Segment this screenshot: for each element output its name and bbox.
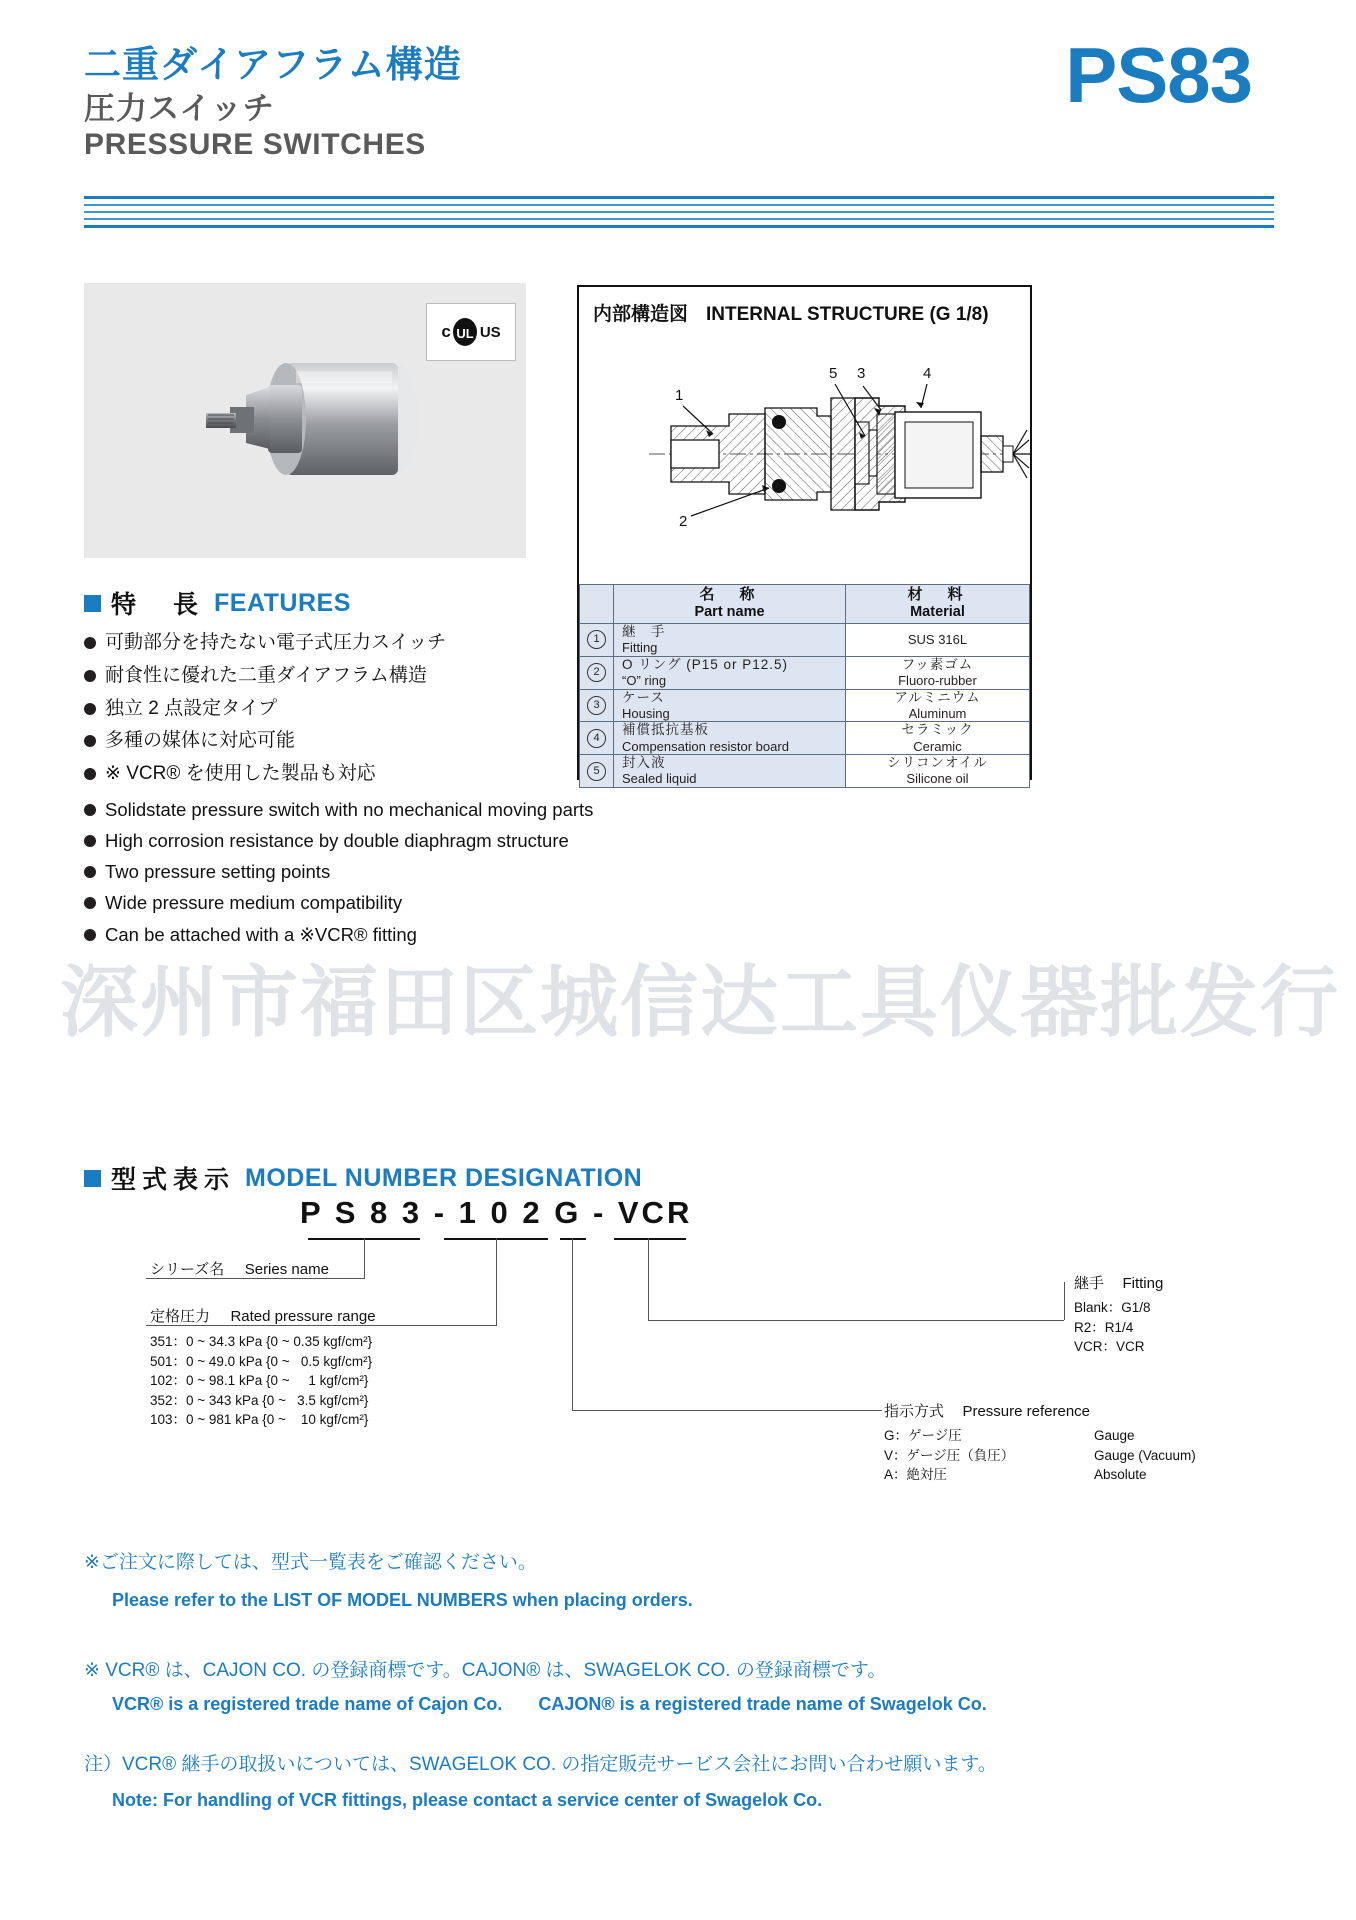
- ul-listing-mark: [426, 303, 516, 361]
- list-item: [84, 829, 644, 852]
- rated-row: 351：0 ~ 34.3 kPa {0 ~ 0.35 kgf/cm²}: [150, 1334, 373, 1349]
- parts-table: [579, 584, 1030, 788]
- order-note-jp: ※ご注文に際しては、型式一覧表をご確認ください。: [84, 1552, 537, 1573]
- fitting-list: [1074, 1298, 1151, 1357]
- list-item: [84, 697, 554, 721]
- ul-logo-icon: [452, 317, 478, 347]
- header-material-jp: 材 料: [907, 586, 968, 604]
- rated-jp: 定格圧力: [150, 1308, 211, 1325]
- feature-text: ※ VCR® を使用した製品も対応: [105, 763, 376, 784]
- row-part: 継 手 Fitting: [614, 624, 846, 657]
- internal-structure-jp-title: 内部構造図: [593, 304, 689, 325]
- feature-text: High corrosion resistance by double diaphragm structure: [105, 830, 569, 852]
- bullet-dot-icon: [84, 866, 96, 878]
- code-underline-reference: [560, 1238, 586, 1240]
- cross-section-drawing: [579, 326, 1030, 584]
- row-part: 補償抵抗基板 Compensation resistor board: [614, 722, 846, 755]
- features-en-label: FEATURES: [214, 588, 351, 617]
- leader-fitting-v: [648, 1238, 649, 1320]
- table-row: [580, 689, 1030, 722]
- features-jp-list: [84, 631, 554, 786]
- row-material: SUS 316L: [846, 624, 1030, 657]
- order-note-en: Please refer to the LIST OF MODEL NUMBERS when placing orders.: [112, 1590, 693, 1610]
- feature-text: Solidstate pressure switch with no mechanical moving parts: [105, 799, 594, 820]
- reference-row: G：ゲージ圧 Gauge: [884, 1428, 1135, 1443]
- svg-text:UL: UL: [456, 326, 474, 341]
- list-item: [84, 923, 644, 946]
- o-ring-upper: [772, 415, 786, 429]
- row-material: フッ素ゴム Fluoro-rubber: [846, 656, 1030, 689]
- row-material: シリコンオイル Silicone oil: [846, 755, 1030, 788]
- row-index: 5: [580, 755, 614, 788]
- feature-text: Two pressure setting points: [105, 861, 331, 883]
- table-row: [580, 755, 1030, 788]
- rule-line: [84, 218, 1274, 220]
- fitting-label: [1074, 1272, 1163, 1293]
- header-en-subtitle: PRESSURE SWITCHES: [84, 128, 426, 162]
- bullet-dot-icon: [84, 768, 96, 780]
- model-code: P S 8 3 - 1 0 2 G - VCR: [300, 1195, 693, 1230]
- feature-text: Can be attached with a ※VCR® fitting: [105, 923, 417, 945]
- blue-square-icon: [84, 1170, 101, 1187]
- reference-row: A：絶対圧 Absolute: [884, 1467, 1147, 1483]
- list-item: [84, 664, 554, 688]
- internal-structure-en-title: INTERNAL STRUCTURE (G 1/8): [706, 304, 989, 325]
- leader-reference-h: [572, 1410, 882, 1411]
- trademark-note-jp: ※ VCR® は、CAJON CO. の登録商標です。CAJON® は、SWAGELOK CO. の登録商標です。: [84, 1660, 887, 1681]
- callout-2: 2: [679, 513, 688, 530]
- callout-5: 5: [829, 365, 838, 382]
- leader-series-v: [364, 1238, 365, 1278]
- ul-us-label: US: [479, 323, 501, 341]
- handling-note-en: Note: For handling of VCR fittings, please contact a service center of Swagelok Co.: [112, 1790, 823, 1810]
- model-designation-jp-label: 型式表示: [111, 1166, 236, 1194]
- model-designation-heading: [84, 1160, 1264, 1196]
- row-material: アルミニウム Aluminum: [846, 689, 1030, 722]
- row-material: セラミック Ceramic: [846, 722, 1030, 755]
- rule-line: [84, 211, 1274, 213]
- list-item: [84, 860, 644, 883]
- table-row: [580, 624, 1030, 657]
- bullet-dot-icon: [84, 670, 96, 682]
- feature-text: 独立 2 点設定タイプ: [105, 697, 278, 719]
- callout-1: 1: [675, 387, 684, 404]
- reference-row: V：ゲージ圧（負圧） Gauge (Vacuum): [884, 1447, 1196, 1463]
- rated-row: 102：0 ~ 98.1 kPa {0 ~ 1 kgf/cm²}: [150, 1373, 369, 1389]
- rated-en: Rated pressure range: [230, 1308, 376, 1325]
- pressure-switch-image: [146, 337, 476, 517]
- row-part: 封入液 Sealed liquid: [614, 755, 846, 788]
- bullet-dot-icon: [84, 804, 96, 816]
- list-item: [84, 729, 554, 753]
- model-designation-section: [84, 1160, 1264, 1196]
- rule-line: [84, 225, 1274, 228]
- features-jp-label: 特 長: [111, 591, 205, 619]
- list-item: [84, 798, 644, 821]
- fitting-row: VCR：VCR: [1074, 1339, 1145, 1355]
- table-header-row: [580, 585, 1030, 624]
- bullet-dot-icon: [84, 703, 96, 715]
- o-ring-lower: [772, 479, 786, 493]
- model-name: PS83: [1065, 31, 1252, 119]
- reference-label: [884, 1400, 1090, 1421]
- rated-pressure-label: [150, 1305, 376, 1326]
- watermark-text: 深州市福田区城信达工具仪器批发行: [60, 958, 1341, 1046]
- fitting-row: R2：R1/4: [1074, 1319, 1134, 1335]
- bullet-dot-icon: [84, 835, 96, 847]
- handling-note-jp: 注）VCR® 継手の取扱いについては、SWAGELOK CO. の指定販売サービス会社にお問い合わせ願います。: [84, 1754, 997, 1775]
- row-index: 4: [580, 722, 614, 755]
- leader-fitting-h: [648, 1320, 1064, 1321]
- row-index: 2: [580, 656, 614, 689]
- table-row: [580, 656, 1030, 689]
- row-index: 3: [580, 689, 614, 722]
- callout-4: 4: [923, 365, 932, 382]
- internal-structure-box: [577, 285, 1032, 787]
- reference-jp: 指示方式: [884, 1403, 945, 1420]
- header-part-jp: 名 称: [699, 586, 760, 604]
- internal-structure-heading: [579, 287, 1030, 326]
- rule-line: [84, 204, 1274, 206]
- rated-row: 501：0 ~ 49.0 kPa {0 ~ 0.5 kgf/cm²}: [150, 1353, 373, 1369]
- reference-en: Pressure reference: [962, 1403, 1091, 1420]
- model-designation-en-label: MODEL NUMBER DESIGNATION: [245, 1163, 643, 1192]
- feature-text: 耐食性に優れた二重ダイアフラム構造: [105, 664, 427, 686]
- header-jp-subtitle: 圧力スイッチ: [84, 91, 275, 127]
- bullet-dot-icon: [84, 735, 96, 747]
- code-underline-fitting: [614, 1238, 686, 1240]
- product-photo: [84, 283, 526, 558]
- features-section: [84, 585, 554, 786]
- ul-c-label: c: [441, 322, 451, 341]
- reference-list: [884, 1426, 1196, 1485]
- bullet-dot-icon: [84, 637, 96, 649]
- fitting-jp: 継手: [1074, 1275, 1105, 1292]
- series-name-label: [150, 1258, 329, 1279]
- table-row: [580, 722, 1030, 755]
- rated-pressure-list: [150, 1332, 372, 1430]
- blue-square-icon: [84, 595, 101, 612]
- rule-line: [84, 196, 1274, 199]
- header-material-en: Material: [910, 604, 965, 621]
- header-cell-material: [846, 585, 1030, 624]
- row-part: ケース Housing: [614, 689, 846, 722]
- header-part-en: Part name: [694, 604, 765, 621]
- fitting-row: Blank：G1/8: [1074, 1300, 1151, 1315]
- bullet-dot-icon: [84, 929, 96, 941]
- series-en: Series name: [244, 1261, 329, 1278]
- features-en-list: [84, 790, 644, 946]
- header-cell-index: [580, 585, 614, 624]
- leader-rated-v: [496, 1238, 497, 1325]
- callout-3: 3: [857, 365, 866, 382]
- feature-text: 可動部分を持たない電子式圧力スイッチ: [105, 632, 447, 653]
- header-cell-part: [614, 585, 846, 624]
- feature-text: 多種の媒体に対応可能: [105, 730, 296, 752]
- rated-row: 103：0 ~ 981 kPa {0 ~ 10 kgf/cm²}: [150, 1412, 369, 1428]
- list-item: [84, 891, 644, 914]
- list-item: [84, 762, 554, 786]
- bullet-dot-icon: [84, 897, 96, 909]
- fitting-en: Fitting: [1122, 1275, 1164, 1292]
- header-rule-group: [84, 196, 1274, 233]
- internal-cutaway-diagram: [579, 326, 1030, 584]
- features-heading: [84, 585, 554, 621]
- header-jp-title: 二重ダイアフラム構造: [84, 44, 462, 85]
- leader-fitting-v2: [1064, 1282, 1065, 1320]
- row-part: O リング (P15 or P12.5) “O” ring: [614, 656, 846, 689]
- rated-row: 352：0 ~ 343 kPa {0 ~ 3.5 kgf/cm²}: [150, 1392, 369, 1408]
- feature-text: Wide pressure medium compatibility: [105, 892, 403, 914]
- leader-reference-v: [572, 1238, 573, 1410]
- row-index: 1: [580, 624, 614, 657]
- series-jp: シリーズ名: [150, 1261, 225, 1278]
- list-item: [84, 631, 554, 655]
- trademark-note-en: VCR® is a registered trade name of Cajon Co. CAJON® is a registered trade name of Swagelok Co.: [112, 1694, 987, 1714]
